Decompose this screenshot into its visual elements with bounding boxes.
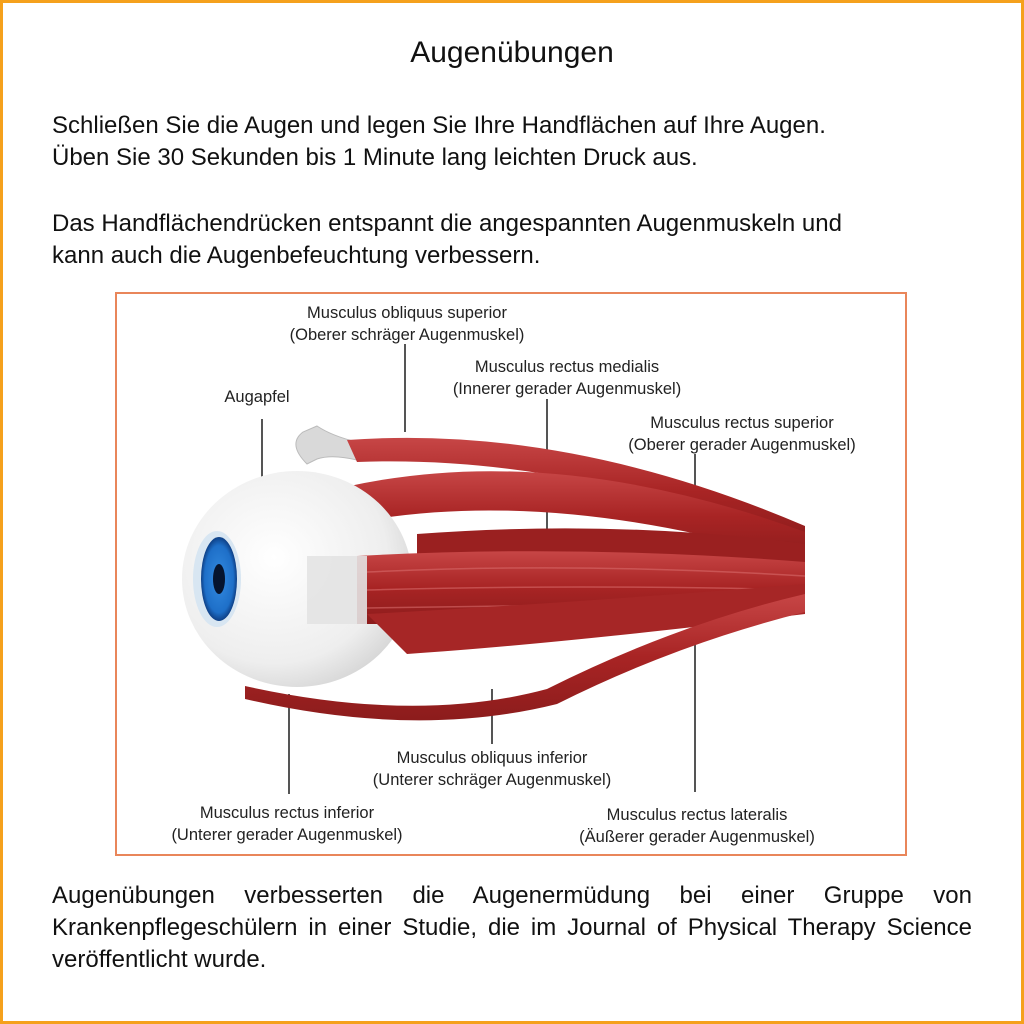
label-obliquus-inferior	[322, 747, 662, 791]
intro-line-1: Schließen Sie die Augen und legen Sie Ihre Handflächen auf Ihre Augen.	[52, 112, 826, 139]
label-augapfel	[197, 386, 317, 408]
label-rectus-medialis-german: (Innerer gerader Augenmuskel)	[452, 380, 682, 398]
label-rectus-lateralis-latin: Musculus rectus lateralis	[606, 806, 788, 824]
label-obliquus-superior-german: (Oberer schräger Augenmuskel)	[289, 326, 525, 344]
label-rectus-lateralis	[537, 804, 857, 848]
label-rectus-medialis	[402, 356, 732, 400]
label-obliquus-superior-latin: Musculus obliquus superior	[307, 304, 507, 322]
page-title: Augenübungen	[410, 36, 614, 69]
intro-paragraph	[52, 110, 982, 174]
lateral-rectus-tendon	[307, 556, 367, 624]
label-obliquus-inferior-latin: Musculus obliquus inferior	[396, 749, 588, 767]
label-rectus-superior-latin: Musculus rectus superior	[650, 414, 834, 432]
label-rectus-superior-german: (Oberer gerader Augenmuskel)	[628, 436, 856, 454]
intro-line-2: Üben Sie 30 Sekunden bis 1 Minute lang leichten Druck aus.	[52, 144, 698, 171]
label-rectus-inferior-german: (Unterer gerader Augenmuskel)	[171, 826, 403, 844]
label-rectus-inferior-latin: Musculus rectus inferior	[199, 804, 375, 822]
pupil	[213, 564, 225, 594]
label-rectus-inferior	[127, 802, 447, 846]
label-rectus-superior	[587, 412, 897, 456]
label-rectus-medialis-latin: Musculus rectus medialis	[474, 358, 660, 376]
benefit-paragraph	[52, 208, 982, 272]
label-augapfel-text: Augapfel	[224, 388, 290, 406]
benefit-line-1: Das Handflächendrücken entspannt die angespannten Augenmuskeln und	[52, 210, 842, 237]
label-obliquus-inferior-german: (Unterer schräger Augenmuskel)	[372, 771, 612, 789]
benefit-line-2: kann auch die Augenbefeuchtung verbessern.	[52, 242, 541, 269]
label-obliquus-superior	[247, 302, 567, 346]
label-rectus-lateralis-german: (Äußerer gerader Augenmuskel)	[579, 828, 815, 846]
study-paragraph: Augenübungen verbesserten die Augenermüdung bei einer Gruppe von Krankenpflegeschülern in einer Studie, die im Journal of Physical Therapy Science veröffentlicht wurde.	[52, 882, 972, 973]
eye-muscle-diagram	[115, 292, 907, 856]
